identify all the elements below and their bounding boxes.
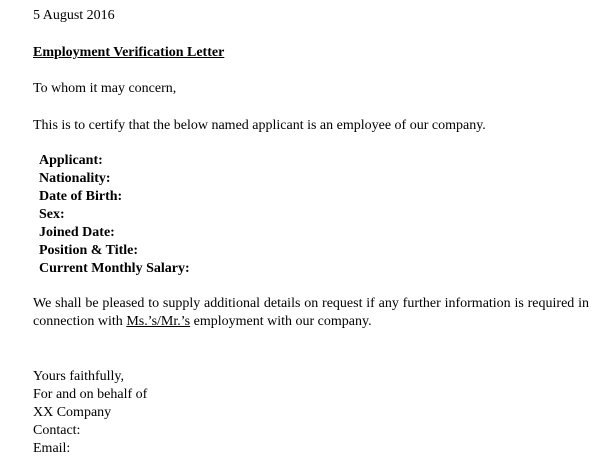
letter-intro: This is to certify that the below named applicant is an employee of our company. xyxy=(33,118,486,133)
letter-salutation: To whom it may concern, xyxy=(33,81,177,96)
details-paragraph xyxy=(33,295,589,331)
field-sex: Sex: xyxy=(39,207,65,222)
paragraph-line-2 xyxy=(33,313,589,331)
paragraph-line-2-suffix: employment with our company. xyxy=(190,314,372,329)
letter-title: Employment Verification Letter xyxy=(33,45,225,60)
field-nationality: Nationality: xyxy=(39,171,111,186)
applicant-fields xyxy=(39,152,190,278)
closing-email: Email: xyxy=(33,441,71,456)
field-current-monthly-salary: Current Monthly Salary: xyxy=(39,261,190,276)
gender-title-underlined: Ms.’s/Mr.’s xyxy=(126,314,191,329)
field-position-title: Position & Title: xyxy=(39,243,139,258)
letter-date: 5 August 2016 xyxy=(33,8,115,23)
letter-closing xyxy=(33,368,147,458)
field-joined-date: Joined Date: xyxy=(39,225,115,240)
closing-yours-faithfully: Yours faithfully, xyxy=(33,369,125,384)
field-date-of-birth: Date of Birth: xyxy=(39,189,123,204)
field-applicant: Applicant: xyxy=(39,153,103,168)
paragraph-line-2-prefix: connection with xyxy=(33,314,127,329)
paragraph-line-1: We shall be pleased to supply additional details on request if any further information is required in xyxy=(33,296,589,311)
closing-contact: Contact: xyxy=(33,423,81,438)
closing-on-behalf-of: For and on behalf of xyxy=(33,387,148,402)
closing-company-name: XX Company xyxy=(33,405,112,420)
